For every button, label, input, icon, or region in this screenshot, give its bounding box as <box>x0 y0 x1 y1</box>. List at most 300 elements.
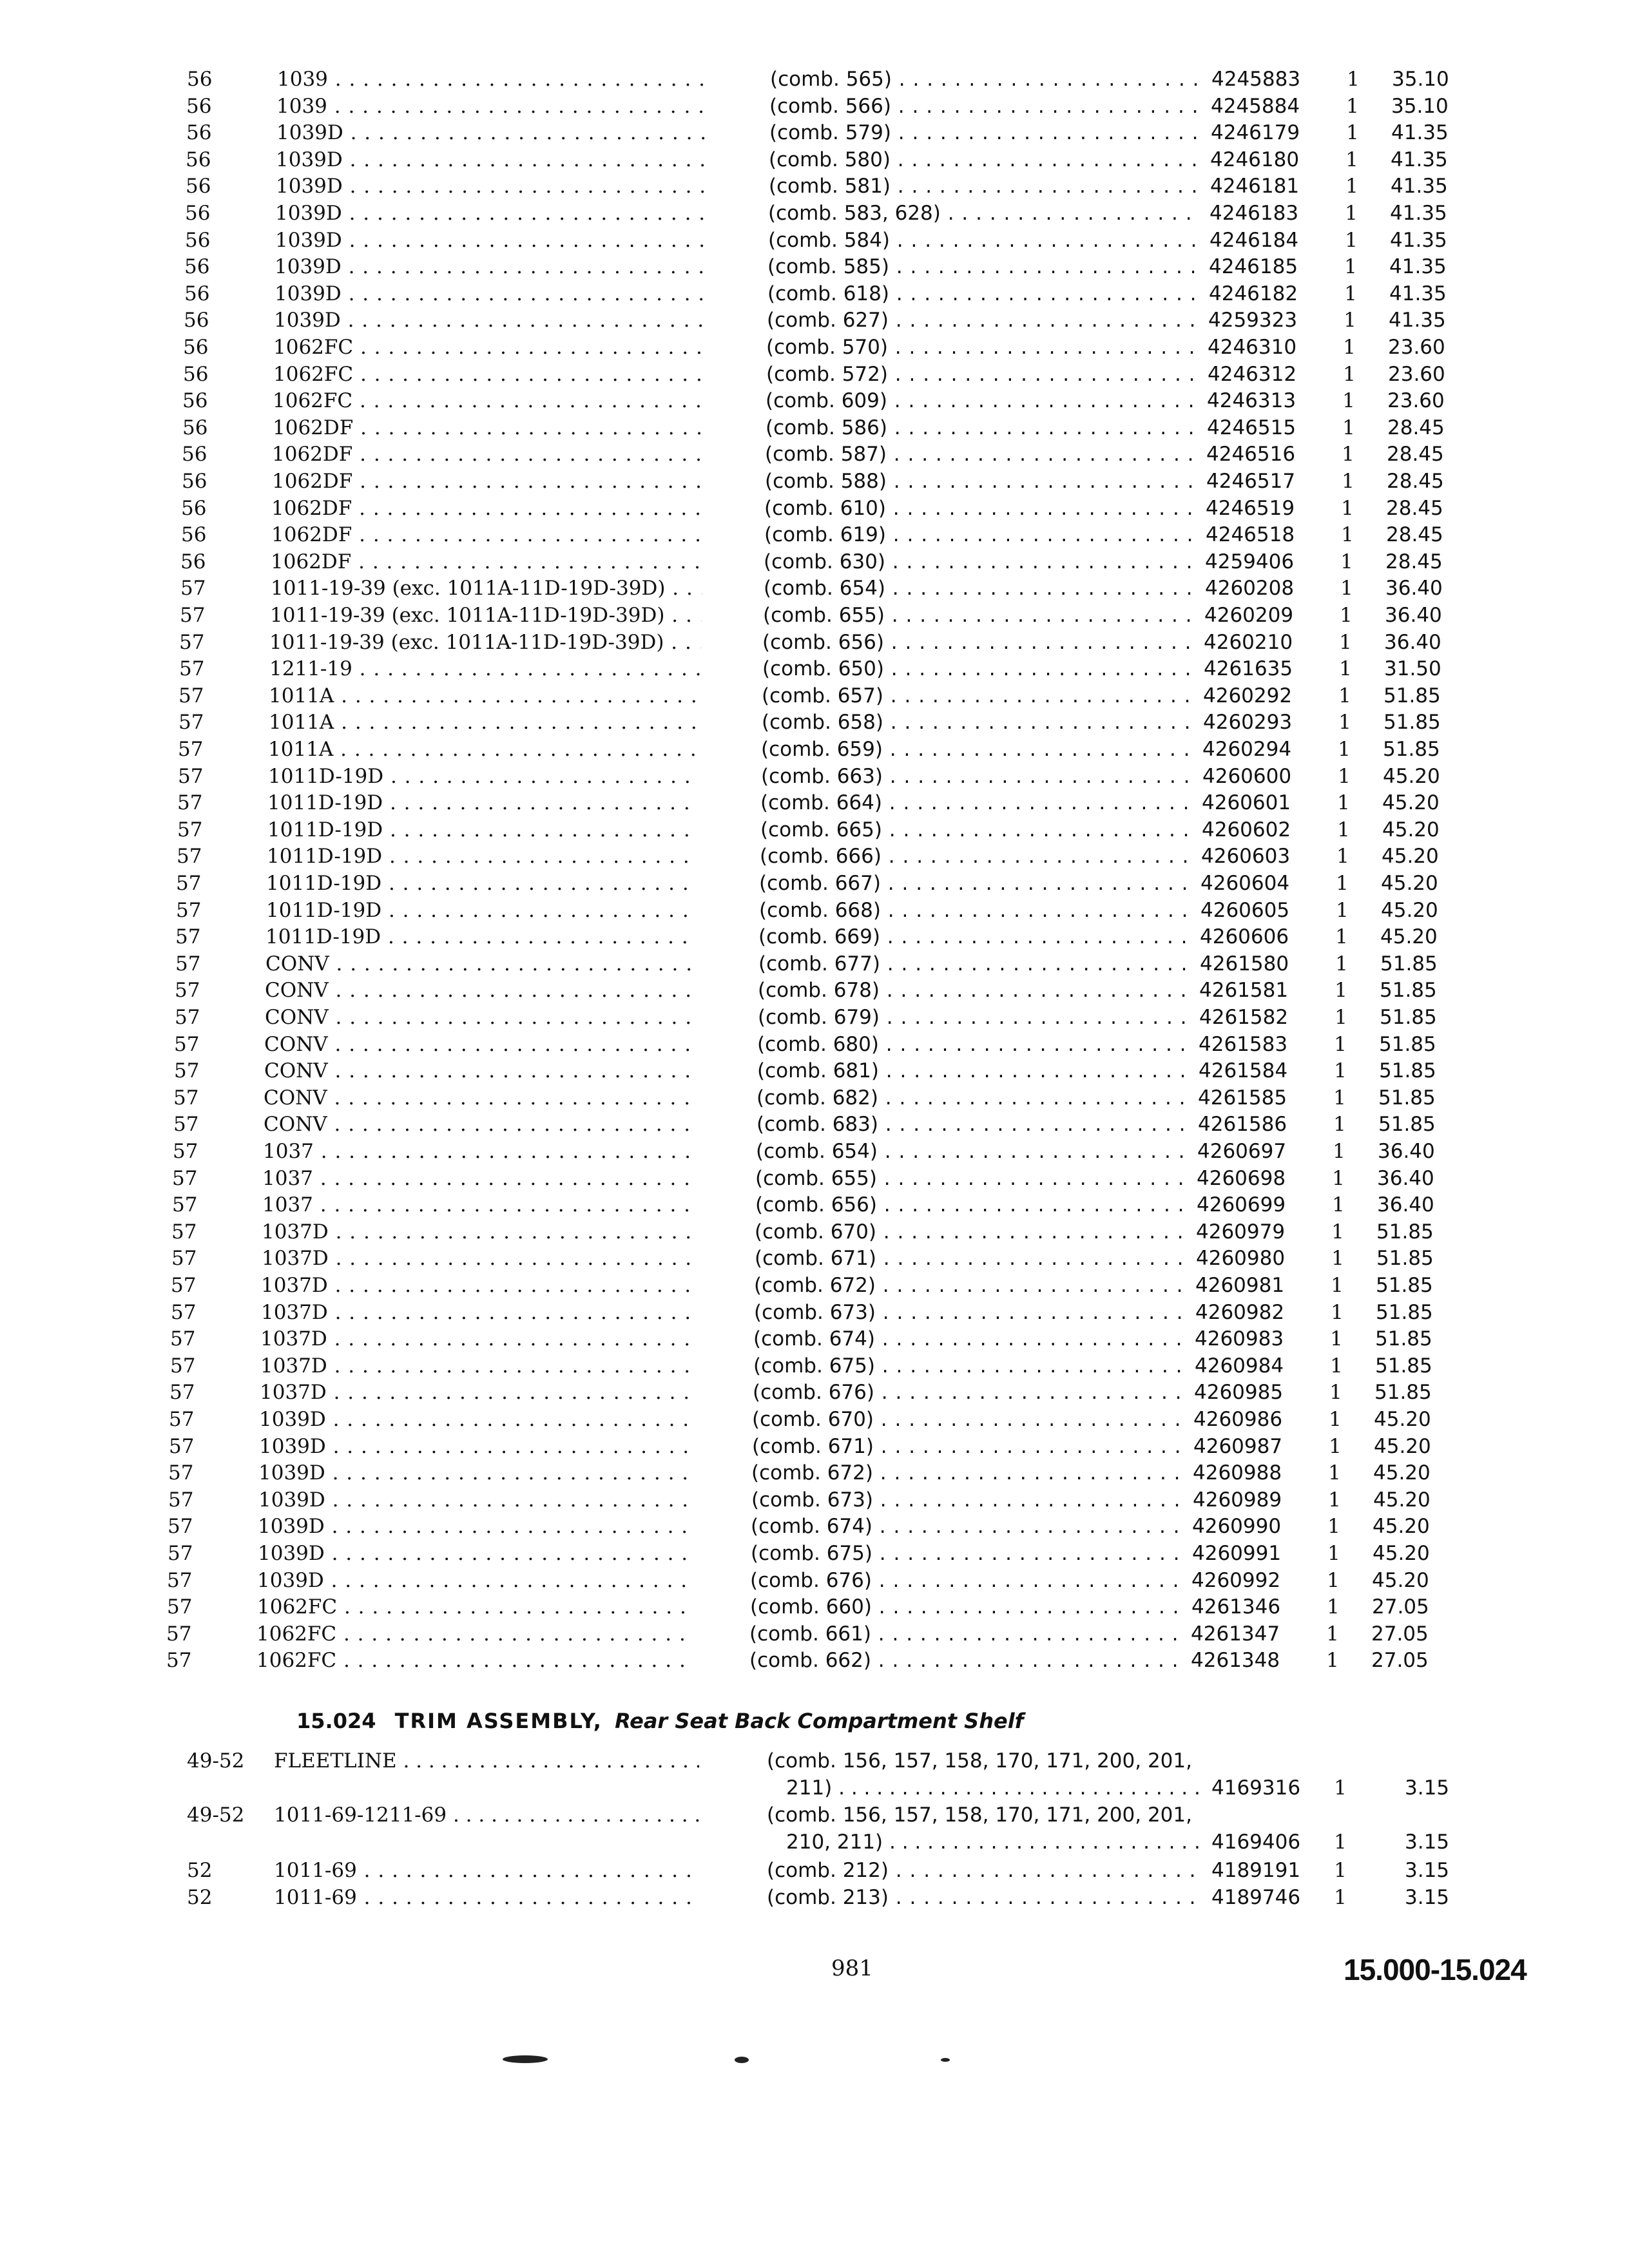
table-row <box>0 548 1623 575</box>
price-cell: 45.20 <box>1380 925 1438 949</box>
year-cell: 56 <box>187 68 213 91</box>
table-row <box>0 1057 1616 1084</box>
table-row <box>0 602 1622 629</box>
table-row <box>0 709 1621 736</box>
quantity-cell: 1 <box>1346 121 1359 145</box>
table-row <box>0 1352 1612 1379</box>
table-row <box>0 1272 1613 1299</box>
part-number-cell: 4260601 <box>1202 791 1291 815</box>
quantity-cell: 1 <box>1338 684 1351 707</box>
price-cell: 3.15 <box>1405 1859 1450 1882</box>
year-cell: 57 <box>178 684 204 707</box>
table-row <box>0 575 1623 602</box>
price-cell: 3.15 <box>1405 1886 1450 1909</box>
price-cell: 36.40 <box>1384 630 1441 654</box>
quantity-cell: 1 <box>1342 443 1354 466</box>
part-number-cell: 4260992 <box>1191 1568 1281 1592</box>
part-number-cell: 4246515 <box>1207 416 1296 439</box>
table-row <box>0 1379 1612 1406</box>
year-cell: 56 <box>186 175 211 198</box>
quantity-cell: 1 <box>1347 68 1360 91</box>
part-number-cell: 4260699 <box>1197 1193 1286 1217</box>
price-cell: 51.85 <box>1380 1006 1437 1029</box>
comb-cell: (comb. 579) . . . <box>769 119 1201 146</box>
table-row <box>0 1299 1613 1326</box>
price-cell: 41.35 <box>1390 202 1447 225</box>
price-cell: 28.45 <box>1385 550 1443 573</box>
comb-cell-line2: 210, 211) . . . <box>767 1829 1199 1856</box>
model-cell: 1062FC . . . <box>273 361 705 388</box>
quantity-cell: 1 <box>1345 202 1358 225</box>
model-cell: 1039 . . . <box>276 93 708 120</box>
price-cell: 45.20 <box>1382 818 1440 841</box>
year-cell: 57 <box>167 1595 193 1619</box>
model-cell: 1011D-19D . . . <box>268 763 700 790</box>
price-cell: 45.20 <box>1383 764 1440 788</box>
model-cell: 1062DF . . . <box>273 414 704 441</box>
table-row <box>0 1218 1614 1245</box>
comb-cell: (comb. 681) . . . <box>757 1057 1189 1084</box>
quantity-cell: 1 <box>1337 818 1350 841</box>
year-cell: 57 <box>179 657 205 681</box>
model-cell: CONV . . . <box>265 950 697 977</box>
model-cell: 1011D-19D . . . <box>267 816 699 843</box>
year-cell: 56 <box>185 228 211 252</box>
table-row <box>0 1857 1629 1884</box>
year-cell: 56 <box>185 202 211 225</box>
model-cell: 1062FC . . . <box>256 1620 688 1648</box>
model-cell: 1039D . . . <box>257 1567 689 1594</box>
comb-cell: (comb. 586) . . . <box>766 414 1197 441</box>
model-cell: 1011D-19D . . . <box>265 923 697 950</box>
price-cell: 35.10 <box>1391 94 1449 118</box>
model-cell: 1011D-19D . . . <box>266 870 698 897</box>
price-cell: 51.85 <box>1376 1247 1434 1271</box>
table-row <box>0 280 1626 307</box>
model-cell: 1011A . . . <box>269 682 700 709</box>
table-row <box>0 1647 1608 1674</box>
year-cell: 56 <box>183 336 209 359</box>
table-row <box>0 763 1620 790</box>
comb-cell: (comb. 610) . . . <box>764 495 1196 522</box>
section-range: 15.000-15.024 <box>1344 1953 1527 1986</box>
quantity-cell: 1 <box>1333 1113 1346 1137</box>
part-number-cell: 4260605 <box>1200 898 1290 922</box>
price-cell: 51.85 <box>1376 1274 1433 1297</box>
year-cell: 57 <box>170 1354 196 1378</box>
model-cell: 1039D . . . <box>275 227 707 254</box>
table-row <box>0 923 1617 950</box>
model-cell: 1039D . . . <box>259 1406 691 1433</box>
quantity-cell: 1 <box>1332 1193 1345 1217</box>
price-cell: 51.85 <box>1383 684 1441 707</box>
model-cell: CONV . . . <box>264 1057 696 1084</box>
table-row <box>0 1567 1609 1594</box>
table-row <box>0 1620 1608 1648</box>
comb-cell: (comb. 682) . . . <box>757 1084 1188 1111</box>
price-cell: 28.45 <box>1386 523 1443 547</box>
table-row <box>0 843 1619 870</box>
quantity-cell: 1 <box>1335 952 1348 975</box>
model-cell: 1062DF . . . <box>271 548 702 575</box>
quantity-cell: 1 <box>1342 389 1355 413</box>
comb-cell: (comb. 672) . . . <box>754 1272 1186 1299</box>
table-row <box>0 1486 1610 1514</box>
quantity-cell: 1 <box>1339 657 1352 681</box>
price-cell: 51.85 <box>1383 711 1441 735</box>
year-cell: 56 <box>182 416 208 439</box>
comb-cell: (comb. 679) . . . <box>758 1004 1190 1031</box>
year-cell: 57 <box>174 1032 200 1056</box>
year-cell: 57 <box>168 1515 193 1539</box>
year-cell: 49-52 <box>187 1749 245 1773</box>
year-cell: 56 <box>182 389 208 413</box>
price-cell: 28.45 <box>1386 496 1443 520</box>
quantity-cell: 1 <box>1327 1595 1340 1619</box>
model-cell: 1062DF . . . <box>271 495 703 522</box>
part-number-cell: 4169316 <box>1211 1776 1301 1800</box>
comb-cell: (comb. 666) . . . <box>760 843 1191 870</box>
quantity-cell: 1 <box>1341 496 1354 520</box>
section-title: TRIM ASSEMBLY, <box>394 1709 602 1733</box>
part-number-cell: 4246519 <box>1206 496 1295 520</box>
part-number-cell: 4261580 <box>1200 952 1289 975</box>
quantity-cell: 1 <box>1327 1542 1340 1565</box>
table-row <box>0 441 1624 468</box>
part-number-cell: 4260606 <box>1200 925 1289 949</box>
year-cell: 57 <box>175 925 201 949</box>
price-cell: 23.60 <box>1388 336 1445 359</box>
quantity-cell: 1 <box>1338 738 1351 761</box>
price-cell: 45.20 <box>1381 872 1438 895</box>
part-number-cell: 4246516 <box>1206 443 1296 466</box>
year-cell: 57 <box>169 1381 195 1405</box>
part-number-cell: 4260989 <box>1193 1488 1282 1512</box>
model-cell: FLEETLINE . . . <box>274 1747 699 1774</box>
quantity-cell: 1 <box>1336 872 1349 895</box>
quantity-cell: 1 <box>1334 1059 1347 1083</box>
model-cell: 1011-69 . . . <box>274 1857 699 1884</box>
quantity-cell: 1 <box>1336 898 1349 922</box>
model-cell: 1011A . . . <box>268 736 700 763</box>
comb-cell: (comb. 670) . . . <box>755 1218 1186 1245</box>
model-cell: 1039D . . . <box>258 1459 690 1486</box>
year-cell: 57 <box>171 1220 197 1244</box>
table-row <box>0 468 1624 495</box>
price-cell: 45.20 <box>1374 1434 1431 1458</box>
model-cell: 1039D . . . <box>276 119 708 146</box>
year-cell: 57 <box>171 1300 197 1324</box>
part-number-cell: 4260987 <box>1193 1434 1283 1458</box>
price-cell: 27.05 <box>1371 1649 1429 1673</box>
model-cell: 1011-19-39 (exc. 1011A-11D-19D-39D) . . . <box>270 602 702 629</box>
price-cell: 36.40 <box>1377 1193 1434 1217</box>
year-cell: 57 <box>173 1086 199 1110</box>
year-cell: 57 <box>180 577 206 601</box>
model-cell: 1011D-19D . . . <box>267 843 699 870</box>
table-row <box>0 736 1620 763</box>
price-cell: 36.40 <box>1377 1166 1434 1190</box>
year-cell: 56 <box>186 94 212 118</box>
comb-cell: (comb. 655) . . . <box>763 602 1195 629</box>
part-number-cell: 4260988 <box>1193 1461 1282 1485</box>
quantity-cell: 1 <box>1344 255 1357 279</box>
year-cell: 56 <box>181 523 207 547</box>
part-number-cell: 4260990 <box>1192 1515 1282 1539</box>
model-cell: 1039D . . . <box>258 1486 690 1514</box>
comb-cell: (comb. 676) . . . <box>750 1567 1182 1594</box>
section-subtitle: Rear Seat Back Compartment Shelf <box>615 1709 1024 1733</box>
model-cell: 1039D . . . <box>274 307 706 334</box>
comb-cell: (comb. 660) . . . <box>750 1593 1182 1620</box>
comb-cell: (comb. 619) . . . <box>764 521 1196 548</box>
comb-cell: (comb. 662) . . . <box>749 1647 1181 1674</box>
part-number-cell: 4246310 <box>1208 336 1297 359</box>
print-smudge <box>735 2057 749 2063</box>
section-heading <box>296 1709 1024 1733</box>
part-number-cell: 4246181 <box>1210 175 1300 198</box>
quantity-cell: 1 <box>1338 711 1351 735</box>
price-cell: 41.35 <box>1389 255 1447 279</box>
price-cell: 31.50 <box>1384 657 1441 681</box>
quantity-cell: 1 <box>1345 148 1358 171</box>
part-number-cell: 4189191 <box>1211 1859 1301 1882</box>
year-cell: 57 <box>175 979 200 1003</box>
quantity-cell: 1 <box>1342 470 1354 493</box>
price-cell: 45.20 <box>1381 898 1438 922</box>
quantity-cell: 1 <box>1326 1649 1339 1673</box>
part-number-cell: 4246180 <box>1210 148 1300 171</box>
comb-cell: (comb. 654) . . . <box>756 1138 1188 1165</box>
table-row <box>0 1245 1614 1272</box>
price-cell: 45.20 <box>1373 1461 1431 1485</box>
table-row <box>0 307 1626 334</box>
price-cell: 41.35 <box>1390 228 1447 252</box>
model-cell: 1037 . . . <box>262 1191 694 1218</box>
table-row <box>0 1138 1615 1165</box>
year-cell: 57 <box>171 1274 197 1297</box>
comb-cell: (comb. 588) . . . <box>765 468 1197 495</box>
quantity-cell: 1 <box>1344 282 1357 305</box>
price-cell: 41.35 <box>1389 282 1447 305</box>
year-cell: 57 <box>178 711 204 735</box>
price-cell: 51.85 <box>1380 979 1437 1003</box>
model-cell: 1037D . . . <box>260 1325 692 1352</box>
comb-cell: (comb. 669) . . . <box>758 923 1190 950</box>
part-number-cell: 4261347 <box>1191 1622 1280 1646</box>
comb-cell: (comb. 680) . . . <box>757 1031 1189 1058</box>
comb-cell: (comb. 566) . . . <box>769 93 1201 120</box>
part-number-cell: 4189746 <box>1211 1886 1301 1909</box>
quantity-cell: 1 <box>1328 1488 1341 1512</box>
price-cell: 41.35 <box>1391 121 1449 145</box>
price-cell: 35.10 <box>1392 68 1449 91</box>
year-cell: 56 <box>181 496 207 520</box>
comb-cell: (comb. 671) . . . <box>755 1245 1186 1272</box>
comb-cell: (comb. 674) . . . <box>751 1513 1182 1540</box>
table-row <box>0 1406 1611 1433</box>
model-cell: 1062FC . . . <box>273 334 705 361</box>
year-cell: 57 <box>174 1059 200 1083</box>
quantity-cell: 1 <box>1334 1859 1347 1882</box>
table-row <box>0 1004 1617 1031</box>
table-row <box>0 173 1628 200</box>
year-cell: 57 <box>175 952 201 975</box>
part-number-cell: 4259323 <box>1208 309 1298 332</box>
quantity-cell: 1 <box>1334 1831 1347 1854</box>
model-cell: 1039D . . . <box>275 200 707 227</box>
table-row <box>0 146 1628 173</box>
part-number-cell: 4246183 <box>1210 202 1299 225</box>
part-number-cell: 4260985 <box>1194 1381 1284 1405</box>
model-cell: 1039D . . . <box>276 146 708 173</box>
year-cell: 57 <box>168 1461 194 1485</box>
quantity-cell: 1 <box>1340 604 1353 627</box>
year-cell: 57 <box>166 1622 192 1646</box>
quantity-cell: 1 <box>1343 336 1356 359</box>
part-number-cell: 4260600 <box>1202 764 1292 788</box>
year-cell: 56 <box>186 121 212 145</box>
price-cell: 51.85 <box>1383 738 1440 761</box>
year-cell: 56 <box>184 309 209 332</box>
price-cell: 28.45 <box>1387 416 1445 439</box>
year-cell: 57 <box>173 1140 198 1163</box>
price-cell: 41.35 <box>1391 148 1448 171</box>
quantity-cell: 1 <box>1331 1220 1344 1244</box>
year-cell: 56 <box>183 362 209 386</box>
comb-cell: (comb. 661) . . . <box>749 1620 1181 1648</box>
comb-cell: (comb. 665) . . . <box>760 816 1192 843</box>
quantity-cell: 1 <box>1330 1354 1343 1378</box>
table-row <box>0 1031 1616 1058</box>
model-cell: 1039D . . . <box>275 253 706 280</box>
part-number-cell: 4260209 <box>1204 604 1294 627</box>
comb-cell: (comb. 627) . . . <box>767 307 1199 334</box>
model-cell: 1037D . . . <box>261 1272 693 1299</box>
model-cell: 1211-19 . . . <box>269 655 701 682</box>
quantity-cell: 1 <box>1330 1327 1343 1351</box>
model-cell: 1039D . . . <box>258 1513 689 1540</box>
part-number-cell: 4261585 <box>1198 1086 1287 1110</box>
quantity-cell: 1 <box>1340 550 1353 573</box>
price-cell: 27.05 <box>1371 1622 1429 1646</box>
model-cell: 1011D-19D . . . <box>267 789 699 816</box>
table-row <box>0 1884 1629 1911</box>
model-cell: 1037D . . . <box>260 1352 692 1379</box>
part-number-cell: 4260603 <box>1201 845 1291 869</box>
table-row <box>0 93 1628 120</box>
part-number-cell: 4260604 <box>1200 872 1290 895</box>
model-cell: 1037D . . . <box>262 1218 693 1245</box>
comb-cell: (comb. 683) . . . <box>757 1111 1188 1138</box>
model-cell: 1011D-19D . . . <box>266 897 698 924</box>
quantity-cell: 1 <box>1341 523 1354 547</box>
part-number-cell: 4260208 <box>1205 577 1295 601</box>
comb-cell: (comb. 572) . . . <box>766 361 1198 388</box>
part-number-cell: 4261346 <box>1191 1595 1281 1619</box>
part-number-cell: 4246517 <box>1206 470 1296 493</box>
price-cell: 28.45 <box>1387 470 1444 493</box>
part-number-cell: 4260979 <box>1196 1220 1286 1244</box>
year-cell: 57 <box>166 1649 192 1673</box>
table-row <box>0 119 1628 146</box>
part-number-cell: 4261582 <box>1199 1006 1289 1029</box>
model-cell: 1037 . . . <box>263 1138 695 1165</box>
year-cell: 57 <box>177 818 203 841</box>
comb-cell: (comb. 659) . . . <box>761 736 1193 763</box>
model-cell: CONV . . . <box>264 1084 695 1111</box>
table-row <box>0 870 1618 897</box>
price-cell: 45.20 <box>1374 1408 1431 1431</box>
part-number-cell: 4260991 <box>1192 1542 1282 1565</box>
quantity-cell: 1 <box>1336 845 1349 869</box>
table-row <box>0 1111 1615 1138</box>
part-number-cell: 4260698 <box>1197 1166 1286 1190</box>
comb-cell: (comb. 675) . . . <box>753 1352 1185 1379</box>
part-number-cell: 4245884 <box>1211 94 1300 118</box>
comb-cell: (comb. 584) . . . <box>768 227 1200 254</box>
year-cell: 56 <box>180 550 206 573</box>
quantity-cell: 1 <box>1335 1006 1347 1029</box>
table-row <box>0 977 1617 1004</box>
price-cell: 36.40 <box>1378 1140 1435 1163</box>
comb-cell: (comb. 673) . . . <box>751 1486 1183 1514</box>
year-cell: 57 <box>173 1113 199 1137</box>
price-cell: 51.85 <box>1378 1086 1436 1110</box>
price-cell: 36.40 <box>1385 604 1442 627</box>
quantity-cell: 1 <box>1334 1776 1347 1800</box>
comb-cell: (comb. 655) . . . <box>755 1165 1187 1192</box>
comb-cell: (comb. 668) . . . <box>759 897 1191 924</box>
year-cell: 57 <box>176 872 202 895</box>
price-cell: 51.85 <box>1379 1059 1436 1083</box>
model-cell: 1011-69 . . . <box>274 1884 699 1911</box>
model-cell: 1011-19-39 (exc. 1011A-11D-19D-39D) . . . <box>269 629 701 656</box>
year-cell: 57 <box>179 630 205 654</box>
table-row <box>0 950 1617 977</box>
table-row <box>0 521 1623 548</box>
comb-cell: (comb. 618) . . . <box>767 280 1199 307</box>
part-number-cell: 4260982 <box>1195 1300 1285 1324</box>
table-row <box>0 414 1624 441</box>
price-cell: 23.60 <box>1388 362 1445 386</box>
year-cell: 57 <box>169 1408 195 1431</box>
price-cell: 51.85 <box>1376 1220 1434 1244</box>
table-row <box>0 1593 1609 1620</box>
price-cell: 27.05 <box>1372 1595 1429 1619</box>
quantity-cell: 1 <box>1345 228 1358 252</box>
table-row <box>0 200 1627 227</box>
model-cell: 1037D . . . <box>261 1299 693 1326</box>
price-cell: 51.85 <box>1380 952 1438 975</box>
quantity-cell: 1 <box>1334 1886 1347 1909</box>
table-row <box>0 789 1619 816</box>
table-row <box>0 334 1625 361</box>
comb-cell-line1: (comb. 156, 157, 158, 170, 171, 200, 201, <box>767 1749 1192 1773</box>
table-row <box>0 1540 1610 1567</box>
quantity-cell: 1 <box>1346 94 1359 118</box>
comb-cell: (comb. 658) . . . <box>762 709 1193 736</box>
year-cell: 57 <box>170 1327 196 1351</box>
part-number-cell: 4245883 <box>1211 68 1301 91</box>
part-number-cell: 4246518 <box>1206 523 1295 547</box>
quantity-cell: 1 <box>1338 764 1351 788</box>
part-number-cell: 4260602 <box>1202 818 1291 841</box>
quantity-cell: 1 <box>1331 1247 1344 1271</box>
quantity-cell: 1 <box>1340 577 1353 601</box>
quantity-cell: 1 <box>1328 1461 1341 1485</box>
part-number-cell: 4260292 <box>1203 684 1293 707</box>
